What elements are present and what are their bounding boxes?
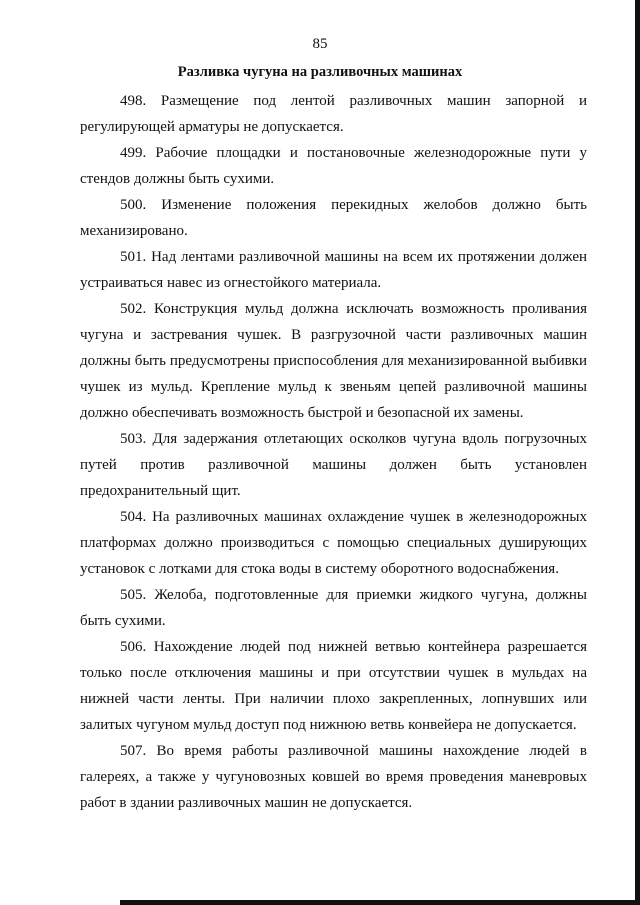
paragraph-500: 500. Изменение положения перекидных желобов должно быть механизировано. bbox=[80, 197, 587, 239]
paragraph-501: 501. Над лентами разливочной машины на всем их протяжении должен устраиваться навес из огнестойкого материала. bbox=[80, 249, 587, 291]
paragraph-507: 507. Во время работы разливочной машины нахождение людей в галереях, а также у чугуновозных ковшей во время проведения маневровых работ в здании разливочных машин не допускается. bbox=[80, 743, 587, 811]
scan-edge-right bbox=[635, 0, 640, 905]
scan-edge-bottom bbox=[120, 900, 640, 905]
paragraph-505: 505. Желоба, подготовленные для приемки жидкого чугуна, должны быть сухими. bbox=[80, 587, 587, 629]
paragraph-499: 499. Рабочие площадки и постановочные железнодорожные пути у стендов должны быть сухими. bbox=[80, 145, 587, 187]
section-heading: Разливка чугуна на разливочных машинах bbox=[177, 64, 463, 80]
paragraph-502: 502. Конструкция мульд должна исключать возможность проливания чугуна и застревания чушек. В разгрузочной части разливочных машин должны быть предусмотрены приспособления для механизированной выбивки чушек из мульд. Крепление мульд к звеньям цепей разливочной машины должно обеспечивать возможность быстрой и безопасной их замены. bbox=[80, 301, 587, 421]
page-number: 85 bbox=[312, 36, 328, 52]
paragraph-498: 498. Размещение под лентой разливочных машин запорной и регулирующей арматуры не допускается. bbox=[80, 93, 587, 135]
paragraph-506: 506. Нахождение людей под нижней ветвью контейнера разрешается только после отключения машины и при отсутствии чушек в мульдах на нижней части ленты. При наличии плохо закрепленных, лопнувших или залитых чугуном мульд доступ под нижнюю ветвь конвейера не допускается. bbox=[80, 639, 587, 733]
paragraph-503: 503. Для задержания отлетающих осколков чугуна вдоль погрузочных путей против разливочной машины должен быть установлен предохранительный щит. bbox=[80, 431, 587, 499]
paragraph-504: 504. На разливочных машинах охлаждение чушек в железнодорожных платформах должно производиться с помощью специальных душирующих установок с лотками для стока воды в систему оборотного водоснабжения. bbox=[80, 509, 587, 577]
document-body bbox=[80, 88, 587, 816]
